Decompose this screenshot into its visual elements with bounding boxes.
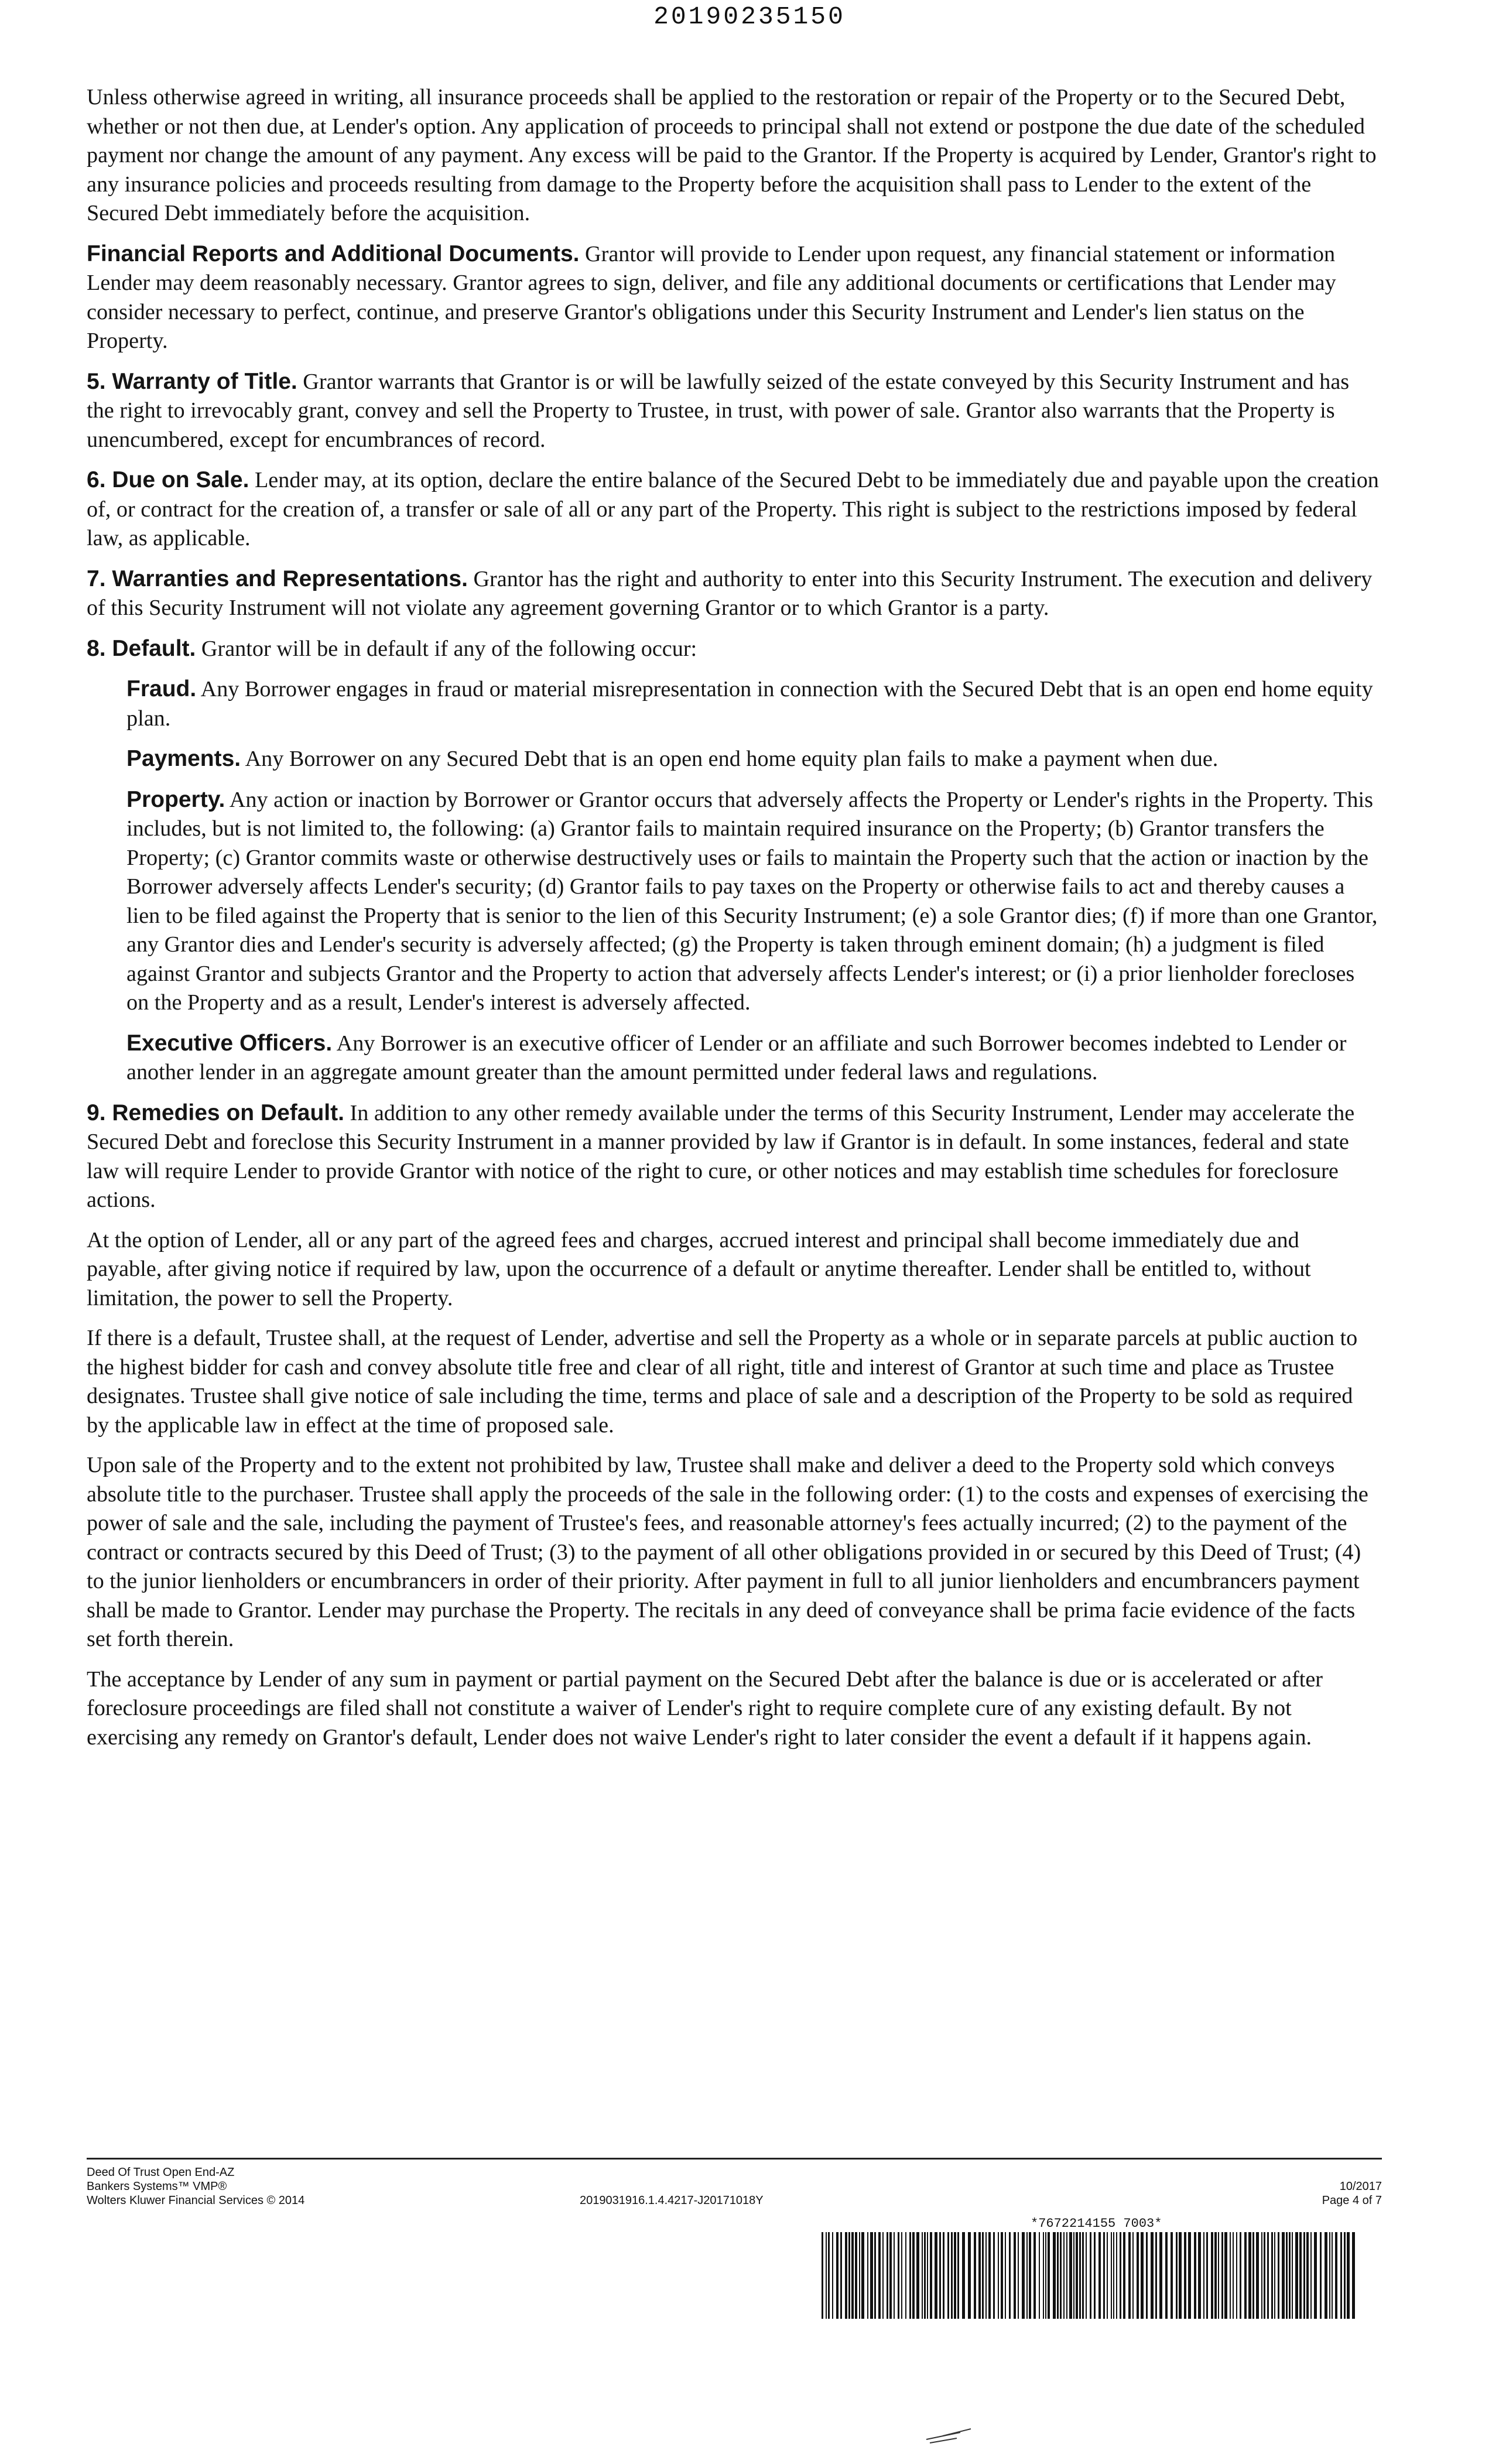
paragraph-text: Grantor has the right and authority to enter into this Security Instrument. The execution and delivery of this Security Instrument will not violate any agreement governing Grantor or to which Grantor is a party. [87, 566, 1373, 620]
paragraph-text: Grantor will provide to Lender upon request, any financial statement or information Lender may deem reasonably necessary. Grantor agrees to sign, deliver, and file any additional documents or certifications that Lender may consider necessary to perfect, continue, and preserve Grantor's obligations under this Security Instrument and Lender's lien status on the Property. [87, 241, 1336, 353]
barcode-icon [822, 2232, 1360, 2319]
section-heading: Property. [126, 786, 225, 812]
section-heading: Financial Reports and Additional Documents. [87, 241, 580, 266]
section-heading: 7. Warranties and Representations. [87, 566, 468, 591]
section-heading: Payments. [126, 746, 241, 771]
paragraph [87, 675, 1380, 733]
document-number: 20190235150 [653, 2, 846, 31]
footer-left [87, 2165, 304, 2208]
section-heading: 5. Warranty of Title. [87, 368, 297, 394]
paragraph [87, 239, 1380, 356]
paragraph [87, 564, 1380, 623]
paragraph [87, 466, 1380, 553]
paragraph-text: Any action or inaction by Borrower or Grantor occurs that adversely affects the Property or Lender's rights in the Property. This includes, but is not limited to, the following: (a) Grantor fails to maintain required insurance on the Property; (b) Grantor transfers the Property; (c) Grantor commits waste or otherwise destructively uses or fails to maintain the Property such that the action or inaction by the Borrower adversely affects Lender's security; (d) Grantor fails to pay taxes on the Property or otherwise fails to act and thereby causes a lien to be filed against the Property that is senior to the lien of this Security Instrument; (e) a sole Grantor dies; (f) if more than one Grantor, any Grantor dies and Lender's security is adversely affected; (g) the Property is taken through eminent domain; (h) a judgment is filed against Grantor and subjects Grantor and the Property to action that adversely affects Lender's interest; or (i) a prior lienholder forecloses on the Property and as a result, Lender's interest is adversely affected. [126, 787, 1378, 1015]
form-date: 10/2017 [1339, 2180, 1382, 2193]
section-heading: 9. Remedies on Default. [87, 1100, 344, 1125]
section-heading: Executive Officers. [126, 1030, 333, 1056]
pen-mark-icon [925, 2424, 972, 2448]
form-id: 2019031916.1.4.4217-J20171018Y [580, 2194, 764, 2207]
paragraph-text: Grantor will be in default if any of the following occur: [201, 636, 697, 661]
paragraph [87, 1451, 1380, 1654]
section-heading: Fraud. [126, 676, 197, 701]
document-body [87, 83, 1380, 1763]
footer-right [1322, 2179, 1382, 2208]
barcode-number: *7672214155 7003* [1031, 2216, 1162, 2231]
paragraph-text: Upon sale of the Property and to the extent not prohibited by law, Trustee shall make and deliver a deed to the Property sold which conveys absolute title to the purchaser. Trustee shall apply the proceeds of the sale in the following order: (1) to the costs and expenses of exercising the power of sale and the sale, including the payment of Trustee's fees, and reasonable attorney's fees actually incurred; (2) to the payment of the contract or contracts secured by this Deed of Trust; (3) to the payment of all other obligations provided in or secured by this Deed of Trust; (4) to the junior lienholders or encumbrancers in order of their priority. After payment in full to all junior lienholders and encumbrancers payment shall be made to Grantor. Lender may purchase the Property. The recitals in any deed of conveyance shall be prima facie evidence of the facts set forth therein. [87, 1453, 1368, 1651]
section-heading: 8. Default. [87, 635, 196, 661]
paragraph-text: At the option of Lender, all or any part of the agreed fees and charges, accrued interest and principal shall become immediately due and payable, after giving notice if required by law, upon the occurrence of a default or anytime thereafter. Lender shall be entitled to, without limitation, the power to sell the Property. [87, 1227, 1311, 1310]
paragraph-text: Lender may, at its option, declare the entire balance of the Secured Debt to be immediately due and payable upon the creation of, or contract for the creation of, a transfer or sale of all or any part of the Property. This right is subject to the restrictions imposed by federal law, as applicable. [87, 468, 1379, 550]
paragraph-text: Grantor warrants that Grantor is or will be lawfully seized of the estate conveyed by this Security Instrument and has the right to irrevocably grant, convey and sell the Property to Trustee, in trust, with power of sale. Grantor also warrants that the Property is unencumbered, except for encumbrances of record. [87, 369, 1350, 452]
copyright: Wolters Kluwer Financial Services © 2014 [87, 2194, 305, 2207]
paragraph [87, 1098, 1380, 1215]
paragraph-text: If there is a default, Trustee shall, at the request of Lender, advertise and sell the Property as a whole or in separate parcels at public auction to the highest bidder for cash and convey absolute title free and clear of all right, title and interest of Grantor at such time and place as Trustee designates. Trustee shall give notice of sale including the time, terms and place of sale and a description of the Property to be sold as required by the applicable law in effect at the time of proposed sale. [87, 1326, 1358, 1438]
paragraph [87, 1665, 1380, 1753]
paragraph [87, 634, 1380, 664]
paragraph-text: Any Borrower engages in fraud or material misrepresentation in connection with the Secured Debt that is an open end home equity plan. [126, 677, 1373, 731]
paragraph [87, 744, 1380, 774]
paragraph-text: The acceptance by Lender of any sum in payment or partial payment on the Secured Debt after the balance is due or is accelerated or after foreclosure proceedings are filed shall not constitute a waiver of Lender's right to require complete cure of any existing default. By not exercising any remedy on Grantor's default, Lender does not waive Lender's right to later consider the event a default if it happens again. [87, 1666, 1323, 1750]
page-footer [87, 2158, 1382, 2207]
bankers-systems: Bankers Systems™ VMP® [87, 2180, 227, 2193]
paragraph-text: Any Borrower is an executive officer of Lender or an affiliate and such Borrower becomes indebted to Lender or another lender in an aggregate amount greater than the amount permitted under federal laws and regulations. [126, 1031, 1347, 1084]
section-heading: 6. Due on Sale. [87, 467, 249, 492]
paragraph [87, 367, 1380, 455]
paragraph-text: Unless otherwise agreed in writing, all insurance proceeds shall be applied to the restoration or repair of the Property or to the Secured Debt, whether or not then due, at Lender's option. Any application of proceeds to principal shall not extend or postpone the due date of the scheduled payment nor change the amount of any payment. Any excess will be paid to the Grantor. If the Property is acquired by Lender, Grantor's right to any insurance policies and proceeds resulting from damage to the Property before the acquisition shall pass to Lender to the extent of the Secured Debt immediately before the acquisition. [87, 85, 1377, 225]
paragraph [87, 1324, 1380, 1440]
paragraph [87, 83, 1380, 228]
form-name: Deed Of Trust Open End-AZ [87, 2166, 235, 2179]
paragraph-text: Any Borrower on any Secured Debt that is an open end home equity plan fails to make a payment when due. [245, 747, 1219, 771]
paragraph [87, 1226, 1380, 1313]
paragraph [87, 785, 1380, 1018]
paragraph-text: In addition to any other remedy available under the terms of this Security Instrument, Lender may accelerate the Secured Debt and foreclose this Security Instrument in a manner provided by law if Grantor is in default. In some instances, federal and state law will require Lender to provide Grantor with notice of the right to cure, or other notices and may establish time schedules for foreclosure actions. [87, 1100, 1355, 1212]
paragraph [87, 1029, 1380, 1087]
page-number: Page 4 of 7 [1322, 2194, 1382, 2207]
